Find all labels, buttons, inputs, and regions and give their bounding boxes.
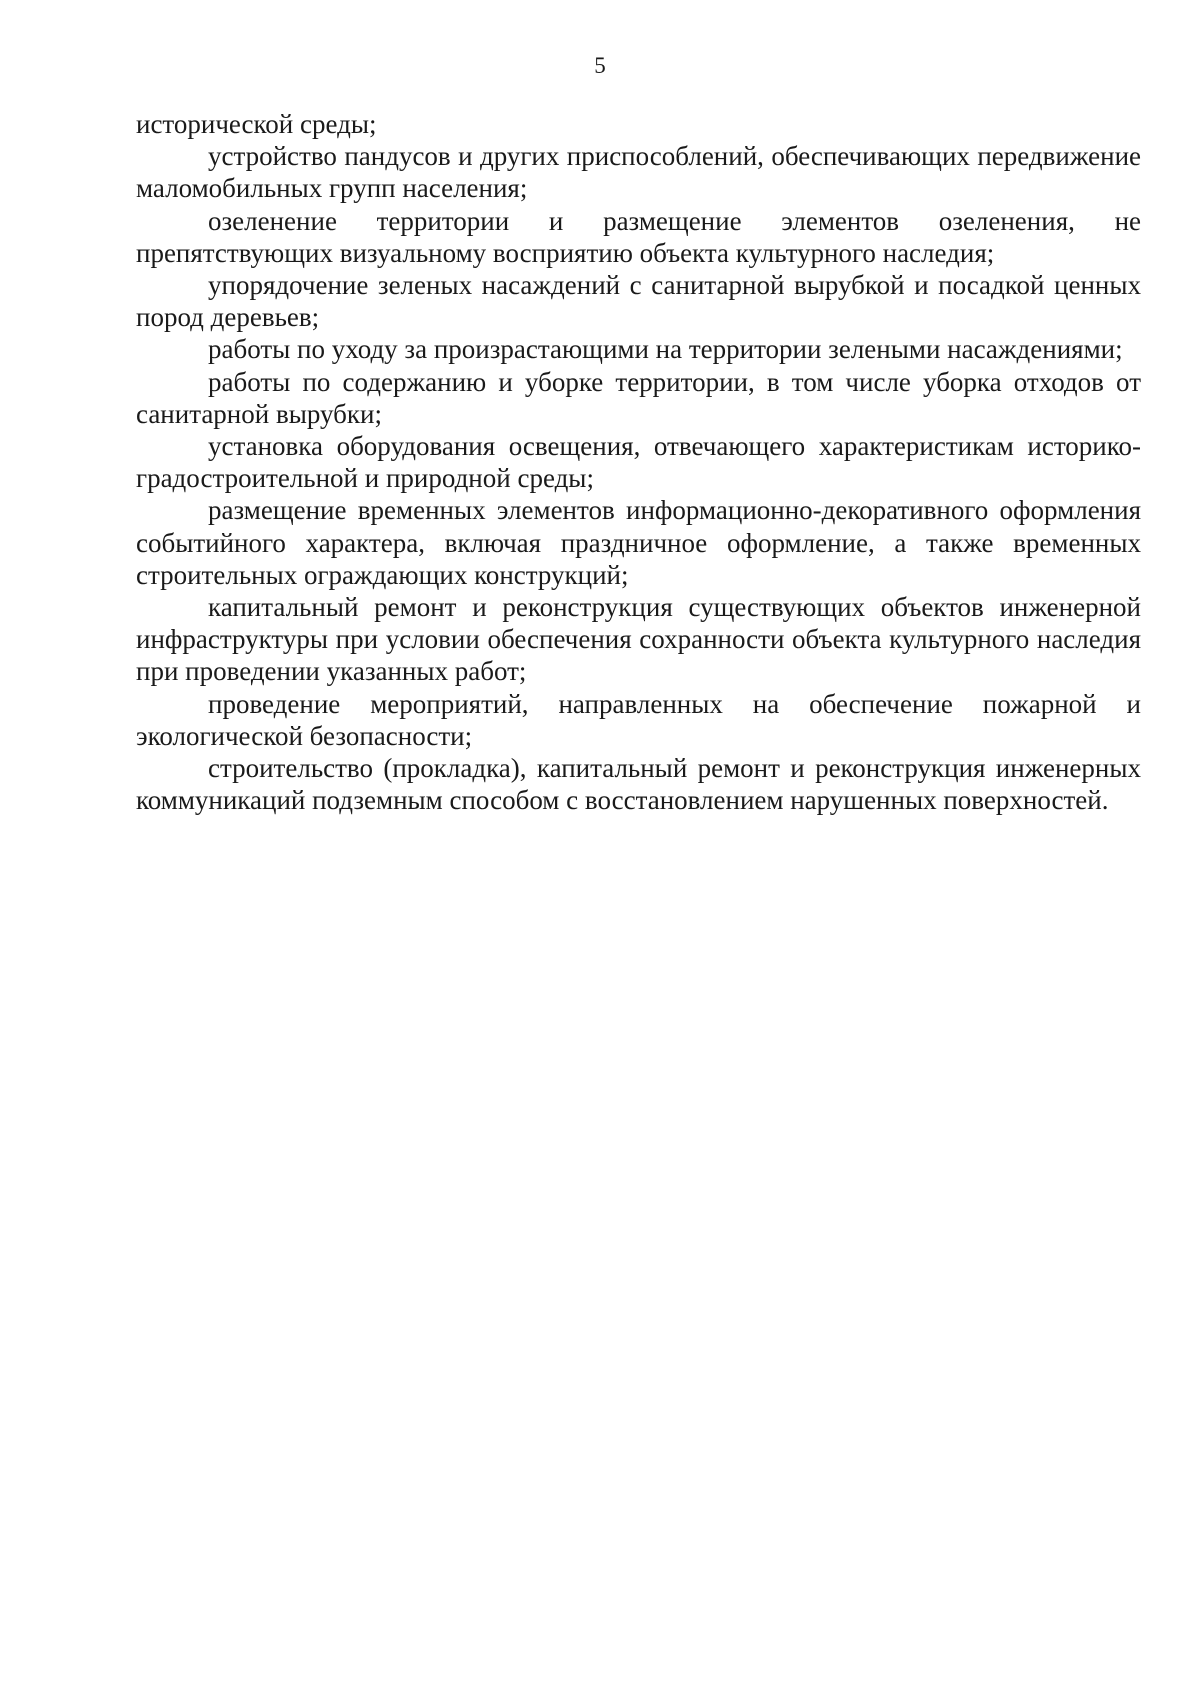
paragraph: работы по уходу за произрастающими на территории зелеными насаждениями; xyxy=(208,334,1123,365)
paragraph: проведение мероприятий, направленных на обеспечение пожарной и экологической безопасности; xyxy=(136,688,1141,751)
paragraph: установка оборудования освещения, отвечающего характеристикам историко-градостроительной и природной среды; xyxy=(136,431,1141,494)
paragraph: устройство пандусов и других приспособлений, обеспечивающих передвижение маломобильных групп населения; xyxy=(136,141,1141,204)
paragraph: работы по содержанию и уборке территории, в том числе уборка отходов от санитарной вырубки; xyxy=(136,366,1141,429)
paragraph: упорядочение зеленых насаждений с санитарной вырубкой и посадкой ценных пород деревьев; xyxy=(136,270,1141,333)
page-number: 5 xyxy=(594,53,606,78)
document-body xyxy=(136,108,1141,816)
paragraph: размещение временных элементов информационно-декоративного оформления событийного характера, включая праздничное оформление, а также временных строительных ограждающих конструкций; xyxy=(136,495,1141,590)
paragraph: строительство (прокладка), капитальный ремонт и реконструкция инженерных коммуникаций подземным способом с восстановлением нарушенных поверхностей. xyxy=(136,753,1141,816)
paragraph: озеленение территории и размещение элементов озеленения, не препятствующих визуальному восприятию объекта культурного наследия; xyxy=(136,205,1141,268)
paragraph: капитальный ремонт и реконструкция существующих объектов инженерной инфраструктуры при условии обеспечения сохранности объекта культурного наследия при проведении указанных работ; xyxy=(136,592,1141,687)
paragraph: исторической среды; xyxy=(136,109,377,139)
